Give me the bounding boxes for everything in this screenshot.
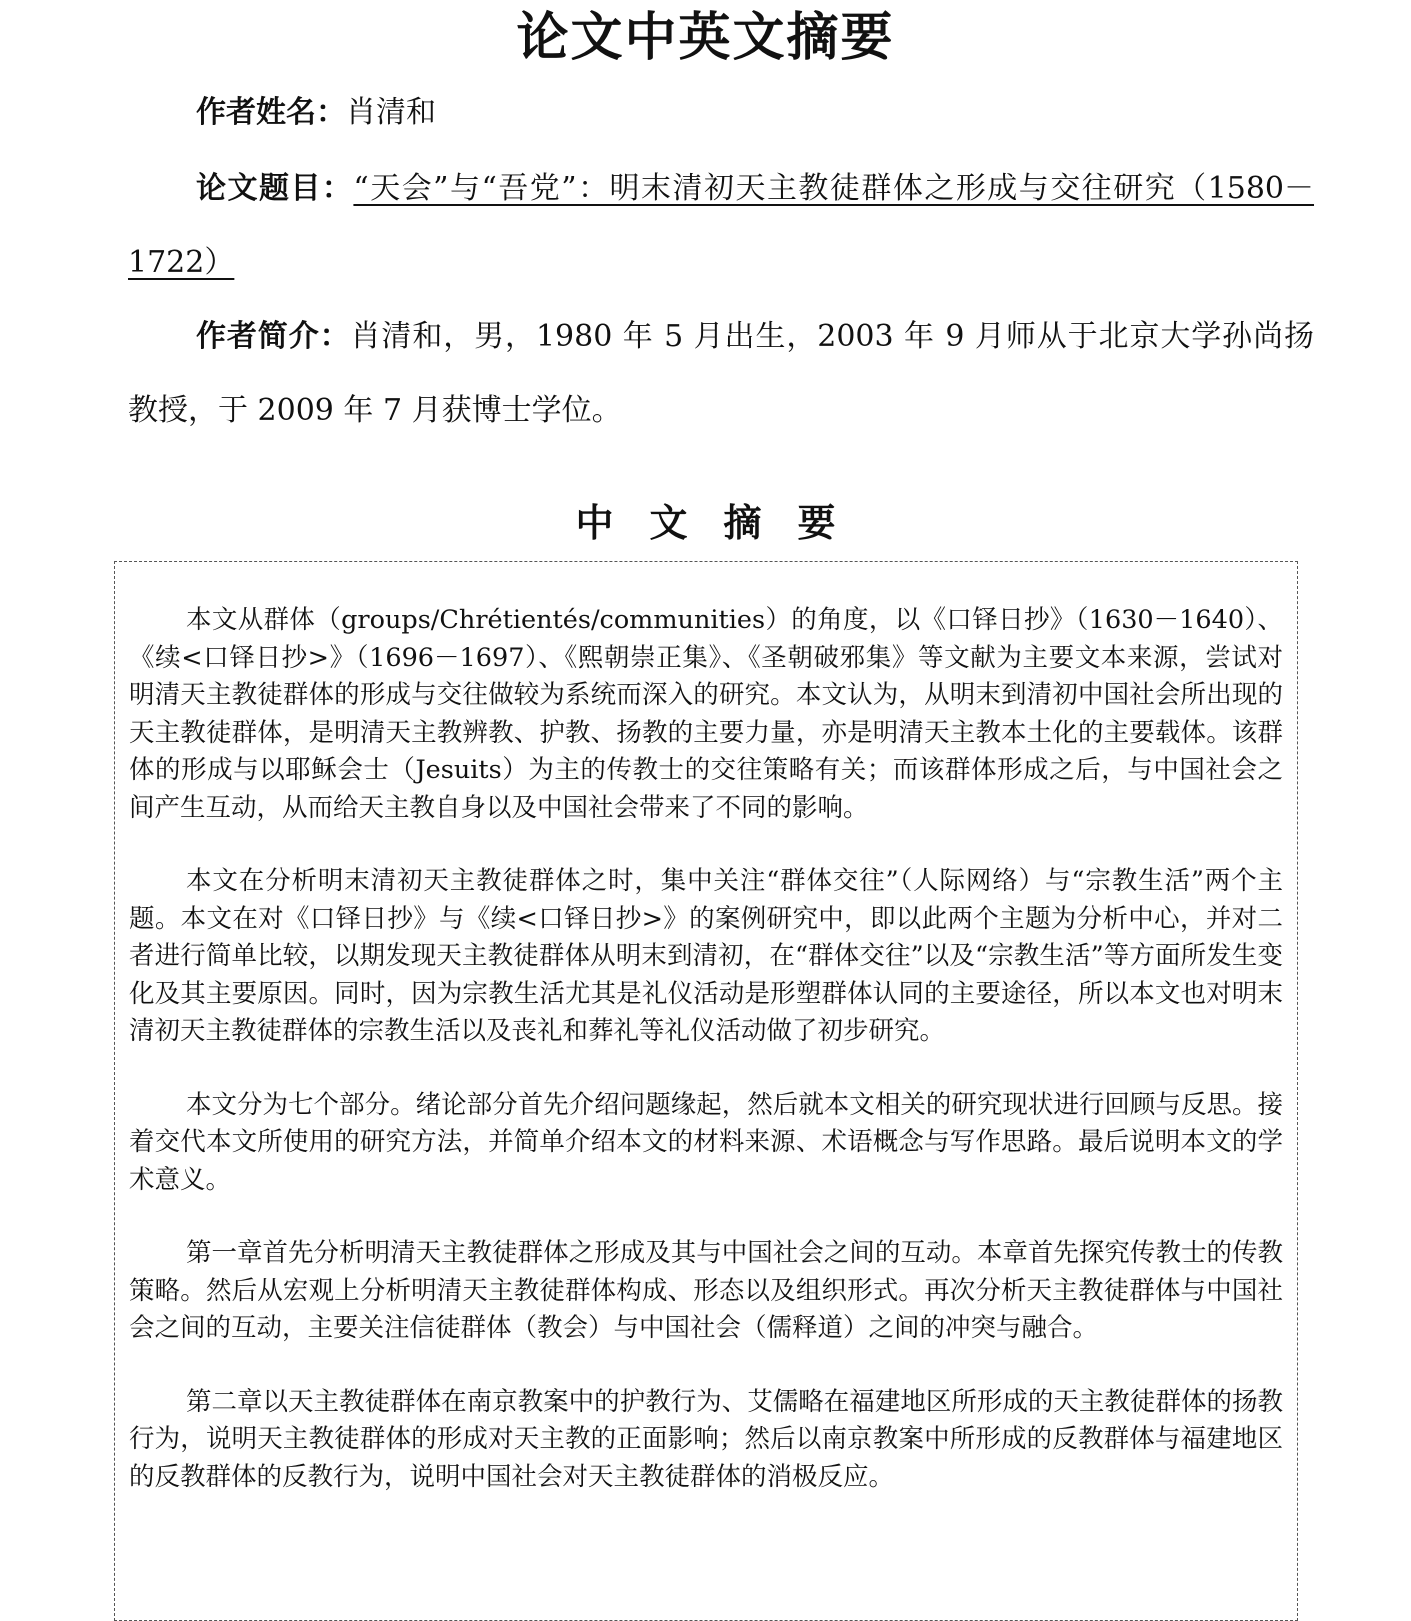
document-title: 论文中英文摘要 <box>516 7 895 68</box>
abstract-heading: 中文摘要 <box>575 500 872 545</box>
thesis-title-line <box>128 152 1314 300</box>
abstract-box <box>114 561 1298 1621</box>
thesis-title-label: 论文题目： <box>196 171 354 206</box>
author-line <box>128 76 1314 150</box>
author-bio-label: 作者简介： <box>196 319 351 354</box>
author-label: 作者姓名： <box>196 95 346 130</box>
author-bio-line <box>128 300 1314 448</box>
abstract-paragraph: 本文在分析明末清初天主教徒群体之时，集中关注“群体交往”（人际网络）与“宗教生活”两个主题。本文在对《口铎日抄》与《续<口铎日抄>》的案例研究中，即以此两个主题为分析中心，并对二者进行简单比较，以期发现天主教徒群体从明末到清初，在“群体交往”以及“宗教生活”等方面所发生变化及其主要原因。同时，因为宗教生活尤其是礼仪活动是形塑群体认同的主要途径，所以本文也对明末清初天主教徒群体的宗教生活以及丧礼和葬礼等礼仪活动做了初步研究。 <box>129 866 1283 1046</box>
abstract-paragraph: 本文从群体（groups/Chrétientés/communities）的角度，以《口铎日抄》（1630－1640）、《续<口铎日抄>》（1696－1697）、《熙朝崇正集》、《圣朝破邪集》等文献为主要文本来源，尝试对明清天主教徒群体的形成与交往做较为系统而深入的研究。本文认为，从明末到清初中国社会所出现的天主教徒群体，是明清天主教辨教、护教、扬教的主要力量，亦是明清天主教本土化的主要载体。该群体的形成与以耶稣会士（Jesuits）为主的传教士的交往策略有关；而该群体形成之后，与中国社会之间产生互动，从而给天主教自身以及中国社会带来了不同的影响。 <box>129 605 1283 823</box>
author-name: 肖清和 <box>346 95 436 130</box>
thesis-title: “天会”与“吾党”：明末清初天主教徒群体之形成与交往研究（1580－1722） <box>128 171 1315 280</box>
abstract-paragraph: 第一章首先分析明清天主教徒群体之形成及其与中国社会之间的互动。本章首先探究传教士的传教策略。然后从宏观上分析明清天主教徒群体构成、形态以及组织形式。再次分析天主教徒群体与中国社会之间的互动，主要关注信徒群体（教会）与中国社会（儒释道）之间的冲突与融合。 <box>129 1238 1283 1343</box>
abstract-paragraph: 第二章以天主教徒群体在南京教案中的护教行为、艾儒略在福建地区所形成的天主教徒群体的扬教行为，说明天主教徒群体的形成对天主教的正面影响；然后以南京教案中所形成的反教群体与福建地区的反教群体的反教行为，说明中国社会对天主教徒群体的消极反应。 <box>129 1386 1283 1492</box>
abstract-paragraph: 本文分为七个部分。绪论部分首先介绍问题缘起，然后就本文相关的研究现状进行回顾与反思。接着交代本文所使用的研究方法，并简单介绍本文的材料来源、术语概念与写作思路。最后说明本文的学术意义。 <box>129 1089 1283 1195</box>
author-bio: 肖清和，男，1980 年 5 月出生，2003 年 9 月师从于北京大学孙尚扬教授，于 2009 年 7 月获博士学位。 <box>128 319 1314 428</box>
